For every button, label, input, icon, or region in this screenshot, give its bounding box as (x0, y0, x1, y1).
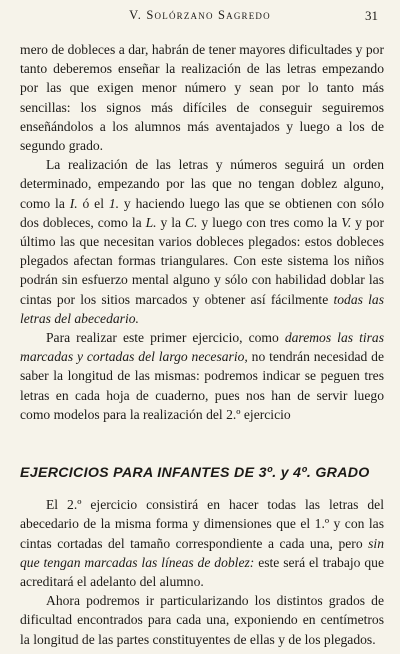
italic-letter: L. (145, 214, 157, 230)
text-span: La realización de las letras y números seguirá un orden determinado, empezando por las que no tengan doblez alguno, como la (20, 157, 384, 211)
running-title: V. Solórzano Sagredo (129, 8, 271, 22)
italic-letter: 1. (108, 195, 120, 211)
text-span: Ahora podremos ir particularizando los distintos grados de dificultad encontrados para cada una, exponiendo en centímetros la longitud de las partes constituyentes de ellas y de los plegados. (20, 593, 384, 647)
paragraph-second-exercise (20, 495, 384, 591)
italic-phrase: sin que tengan marcadas las líneas de doblez: (20, 535, 384, 570)
running-head (0, 8, 400, 26)
paragraph-difficulty-grades (20, 591, 384, 649)
italic-phrase: daremos las tiras marcadas y cortadas del largo necesario, (20, 330, 384, 365)
italic-letter: I. (69, 195, 78, 211)
text-span: y la (156, 214, 185, 230)
italic-letter: V. (341, 214, 352, 230)
text-span: ó el (77, 195, 109, 211)
text-span: mero de dobleces a dar, habrán de tener mayores dificultades y por tanto deberemos enseñar la realización de las letras empezando por las que exigen menor número y sean por lo tanto más sencillas: los signos más difíciles de conseguir seguiremos enseñándolos a los alumnos más aventajados y luego a los de segundo grado. (20, 42, 384, 154)
paragraph-continuation (20, 40, 384, 155)
italic-letter: C. (184, 214, 198, 230)
text-span: y luego con tres como la (197, 214, 342, 230)
page-number: 31 (365, 8, 378, 23)
text-span: este será el trabajo que acreditará el adelanto del alumno. (20, 554, 384, 590)
italic-phrase: todas las letras del abecedario. (20, 291, 384, 326)
text-span: El 2.º ejercicio consistirá en hacer todas las letras del abecedario de la misma forma y dimensiones que el 1.º y con las cintas cortadas del tamaño correspondiente a cada una, pero (20, 497, 384, 551)
text-span: y haciendo luego las que se obtienen con sólo dos dobleces, como la (20, 195, 384, 230)
text-span: no tendrán necesidad de saber la longitud de las mismas: podremos indicar se peguen tres letras en cada hoja de cuaderno, pues nos han de servir luego como modelos para la realización del 2.º ejercicio (20, 349, 385, 422)
text-span: Para realizar este primer ejercicio, como (46, 330, 285, 346)
body-text (20, 40, 384, 649)
paragraph-first-exercise (20, 328, 384, 424)
paragraph-order-of-letters (20, 155, 384, 328)
text-span: y por último las que necesitan varios dobleces plegados: estos dobleces plegados afectan formas triangulares. Con este sistema los niños podrán sin esfuerzo mental alguno y sólo con habilidad doblar las cintas por los sitios marcados y obtener así fácilmente (20, 214, 385, 307)
section-heading: EJERCICIOS PARA INFANTES DE 3º. y 4º. GRADO (20, 465, 370, 482)
